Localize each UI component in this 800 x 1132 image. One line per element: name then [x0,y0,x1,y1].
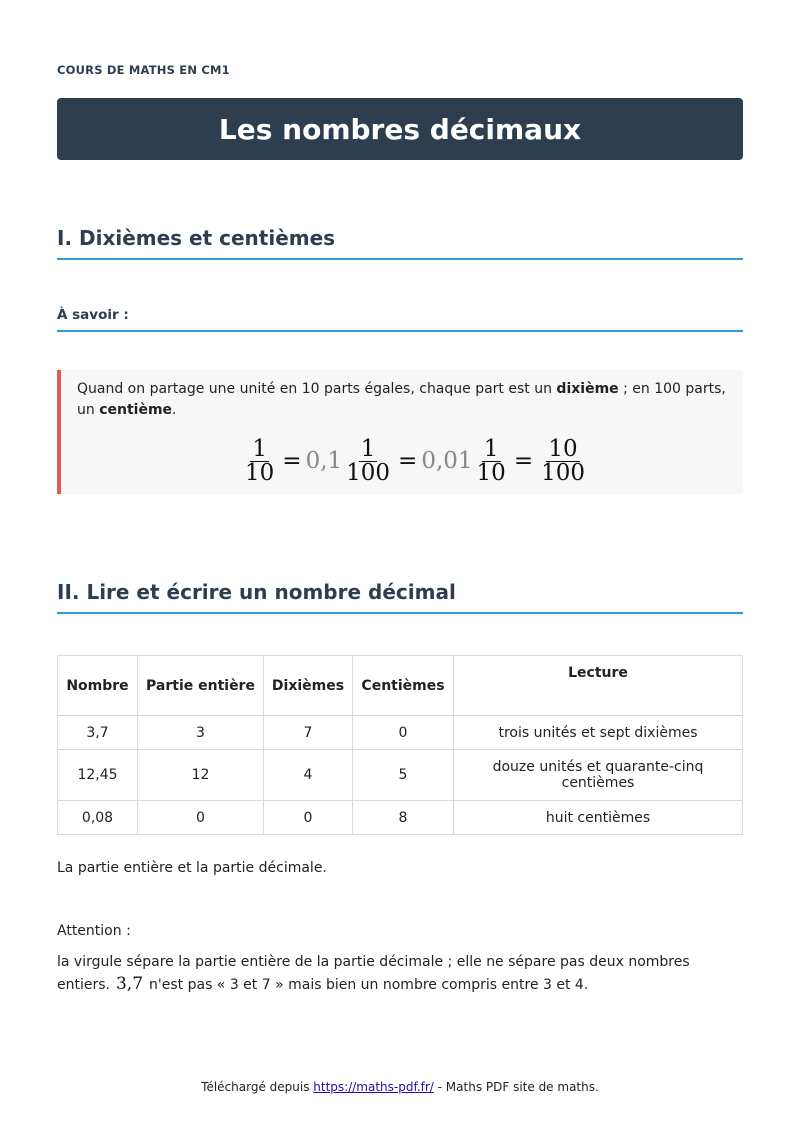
partie-paragraph: La partie entière et la partie décimale. [57,860,327,876]
table-cell: trois unités et sept dixièmes [454,716,743,750]
definition-bold-dixieme: dixième [556,381,619,397]
equals-2: = [398,448,418,474]
table-cell: 0 [264,801,353,835]
definition-text-c: . [172,402,177,418]
table-cell: 3 [138,716,264,750]
fraction-1-num: 1 [252,436,267,462]
course-label: COURS DE MATHS EN CM1 [57,63,230,77]
table-row [58,750,743,801]
fraction-2-num: 1 [360,436,376,462]
table-cell: 4 [264,750,353,801]
footer-link[interactable]: https://maths-pdf.fr/ [313,1080,434,1094]
fraction-3-den: 10 [476,460,506,486]
fraction-3 [475,438,508,485]
footer-prefix: Téléchargé depuis [201,1080,314,1094]
equals-1: = [282,448,302,474]
table-cell: 0,08 [58,801,138,835]
table-cell: 7 [264,716,353,750]
value-2: 0,01 [421,448,473,474]
table-cell: 12 [138,750,264,801]
equals-3: = [513,448,534,474]
attention-label: Attention : [57,923,131,939]
fraction-4 [539,438,587,485]
fraction-4-num: 10 [548,436,578,462]
footer [0,1080,800,1094]
attention-text-a: la virgule sépare la partie entière de la partie décimale ; elle ne sépare pas deux nombres entiers. [57,954,690,993]
fraction-3-num: 1 [483,436,499,462]
table-row [58,716,743,750]
table-cell: 5 [353,750,454,801]
table-cell: 0 [138,801,264,835]
fraction-1 [243,438,276,485]
section1-title: I. Dixièmes et centièmes [57,226,743,260]
table-cell: 0 [353,716,454,750]
header-lecture: Lecture [454,656,743,716]
header-centiemes: Centièmes [353,656,454,716]
definition-box [57,370,743,494]
table-cell: 3,7 [58,716,138,750]
attention-text-b: n'est pas « 3 et 7 » mais bien un nombre compris entre 3 et 4. [149,977,589,993]
table-header-row [58,656,743,716]
header-dixiemes: Dixièmes [264,656,353,716]
header-nombre: Nombre [58,656,138,716]
table-cell: douze unités et quarante-cinq centièmes [454,750,743,801]
definition-text [77,379,727,421]
definition-text-a: Quand on partage une unité en 10 parts égales, chaque part est un [77,381,557,397]
decimal-formula [241,438,589,485]
definition-bold-centieme: centième [99,402,173,418]
header-partie-entiere: Partie entière [138,656,264,716]
attention-text [57,951,743,996]
fraction-1-den: 10 [245,460,275,486]
table-cell: 12,45 [58,750,138,801]
fraction-2 [344,438,392,485]
section1-subtitle: À savoir : [57,307,743,332]
page-title: Les nombres décimaux [218,112,582,146]
decimal-table [57,655,743,835]
attention-math: 3,7 [115,974,144,994]
footer-suffix: - Maths PDF site de maths. [433,1080,599,1094]
value-1: 0,1 [305,448,343,474]
table-cell: huit centièmes [454,801,743,835]
fraction-2-den: 100 [346,460,391,486]
page-title-banner [57,98,743,160]
table-cell: 8 [353,801,454,835]
fraction-4-den: 100 [541,460,586,486]
section2-title: II. Lire et écrire un nombre décimal [57,580,743,614]
definition-text-b: ; en 100 parts, un [77,381,726,418]
table-row [58,801,743,835]
